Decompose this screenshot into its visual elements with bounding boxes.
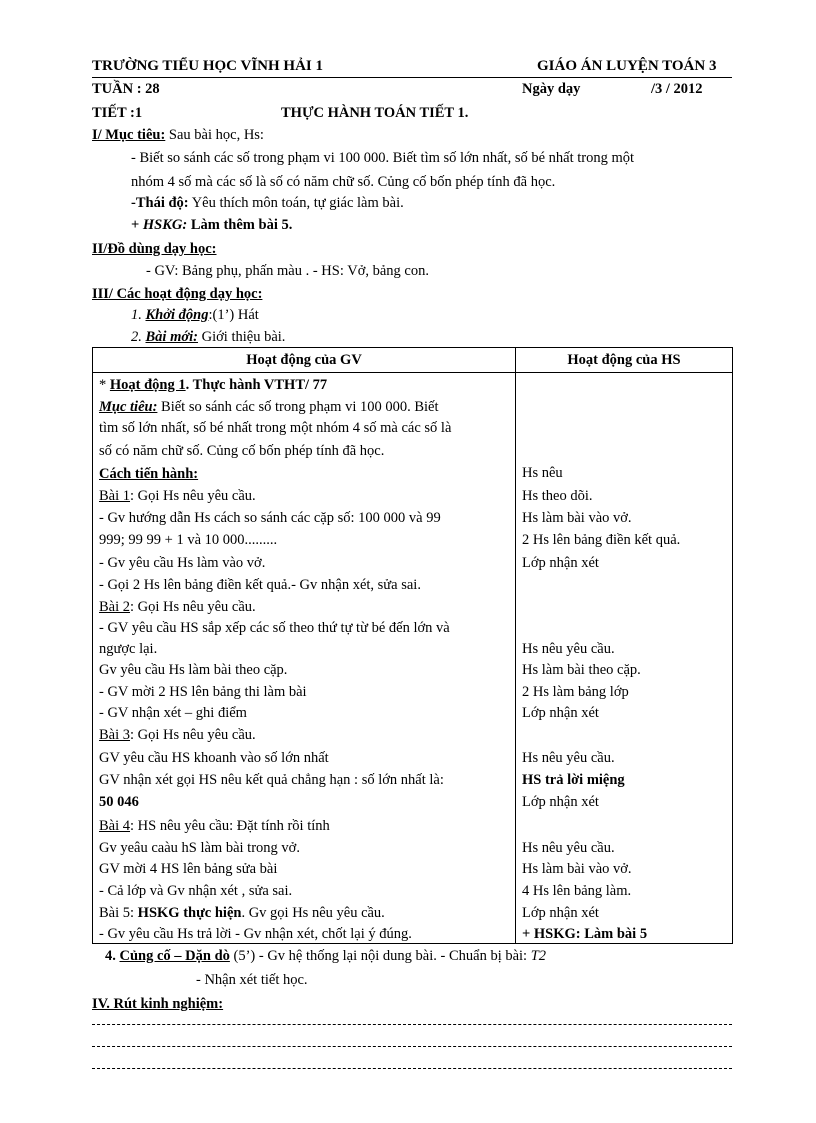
exercise-1-label: Bài 1 bbox=[99, 488, 131, 504]
exercise-5-text: . Gv gọi Hs nêu yêu cầu. bbox=[241, 905, 385, 921]
goal-text: Biết so sánh các số trong phạm vi 100 000. Biết bbox=[157, 399, 439, 415]
student-step: Hs nêu yêu cầu. bbox=[522, 840, 615, 856]
student-step: Lớp nhận xét bbox=[522, 905, 599, 921]
student-step: HS trả lời miệng bbox=[522, 772, 625, 788]
goal-line: số có năm chữ số. Củng cố bốn phép tính đã học. bbox=[99, 443, 385, 459]
goal-line: tìm số lớn nhất, số bé nhất trong một nhóm 4 số mà các số là bbox=[99, 420, 452, 436]
exercise-1-text: : Gọi Hs nêu yêu cầu. bbox=[130, 488, 256, 504]
period-label: TIẾT :1 bbox=[92, 105, 143, 121]
procedure-heading: Cách tiến hành: bbox=[99, 466, 199, 482]
notes-line bbox=[92, 1068, 732, 1069]
teacher-step: - GV nhận xét – ghi điểm bbox=[99, 705, 247, 721]
activities-heading: III/ Các hoạt động dạy học: bbox=[92, 286, 263, 302]
materials-heading: II/Đồ dùng dạy học: bbox=[92, 241, 217, 257]
consolidation-line bbox=[105, 947, 546, 965]
goal-line bbox=[99, 398, 439, 416]
teacher-step: GV nhận xét gọi HS nêu kết quả chẳng hạn : số lớn nhất là: bbox=[99, 772, 444, 788]
consolidation-number: 4. bbox=[105, 948, 120, 964]
exercise-4-text: : HS nêu yêu cầu: Đặt tính rồi tính bbox=[130, 818, 330, 834]
objective-line: nhóm 4 số mà các số là số có năm chữ số. Củng cố bốn phép tính đã học. bbox=[131, 174, 556, 190]
warmup-label: Khởi động bbox=[145, 307, 209, 323]
notes-line bbox=[92, 1024, 732, 1025]
date-label: Ngày dạy bbox=[522, 81, 581, 97]
exercise-2-text: : Gọi Hs nêu yêu cầu. bbox=[130, 599, 256, 615]
week-label: TUẦN : 28 bbox=[92, 81, 160, 97]
lesson-title: THỰC HÀNH TOÁN TIẾT 1. bbox=[281, 105, 469, 121]
student-step: 4 Hs lên bảng làm. bbox=[522, 883, 632, 899]
consolidation-label: Củng cố – Dặn dò bbox=[119, 948, 230, 964]
student-step: Hs theo dõi. bbox=[522, 488, 593, 504]
exercise-1-line bbox=[99, 487, 256, 505]
warmup-line bbox=[131, 306, 259, 324]
student-step: 2 Hs làm bảng lớp bbox=[522, 684, 629, 700]
goal-label: Mục tiêu: bbox=[99, 399, 158, 415]
objectives-intro: Sau bài học, Hs: bbox=[165, 127, 264, 143]
student-step: Lớp nhận xét bbox=[522, 555, 599, 571]
exercise-5-hskg: HSKG thực hiện bbox=[137, 905, 242, 921]
teacher-step: - GV mời 2 HS lên bảng thi làm bài bbox=[99, 684, 307, 700]
school-name: TRƯỜNG TIỂU HỌC VĨNH HẢI 1 bbox=[92, 58, 324, 74]
materials-text: - GV: Bảng phụ, phấn màu . - HS: Vở, bảng con. bbox=[146, 263, 429, 279]
teacher-step: - Gv yêu cầu Hs trả lời - Gv nhận xét, chốt lại ý đúng. bbox=[99, 926, 412, 942]
attitude-line bbox=[131, 194, 404, 212]
exercise-3-line bbox=[99, 726, 256, 744]
exercise-2-line bbox=[99, 598, 256, 616]
hskg-line bbox=[131, 216, 292, 234]
activity-1-title bbox=[99, 376, 327, 394]
new-lesson-line bbox=[131, 328, 285, 346]
warmup-number: 1. bbox=[131, 307, 146, 323]
teacher-step: 999; 99 99 + 1 và 10 000......... bbox=[99, 532, 278, 548]
next-lesson: T2 bbox=[530, 948, 547, 964]
exercise-4-label: Bài 4 bbox=[99, 818, 131, 834]
teacher-step: GV yêu cầu HS khoanh vào số lớn nhất bbox=[99, 750, 329, 766]
hskg-prefix: + bbox=[131, 217, 143, 233]
exercise-2-label: Bài 2 bbox=[99, 599, 131, 615]
attitude-text: Yêu thích môn toán, tự giác làm bài. bbox=[188, 195, 404, 211]
teacher-activities-cell bbox=[93, 373, 516, 944]
attitude-label: -Thái độ: bbox=[131, 195, 189, 211]
student-step: Hs làm bài vào vở. bbox=[522, 510, 632, 526]
teacher-step: Gv yêu cầu Hs làm bài theo cặp. bbox=[99, 662, 288, 678]
student-step: Hs làm bài theo cặp. bbox=[522, 662, 641, 678]
warmup-text: :(1’) Hát bbox=[208, 307, 259, 323]
activity-table bbox=[92, 347, 733, 944]
experience-heading: IV. Rút kinh nghiệm: bbox=[92, 996, 224, 1012]
notes-line bbox=[92, 1046, 732, 1047]
teacher-step: - Gọi 2 Hs lên bảng điền kết quả.- Gv nhận xét, sửa sai. bbox=[99, 577, 421, 593]
student-activities-cell bbox=[516, 373, 733, 944]
objectives-heading: I/ Mục tiêu: bbox=[92, 127, 166, 143]
activity-1-text: . Thực hành VTHT/ 77 bbox=[185, 377, 328, 393]
student-step: Hs làm bài vào vở. bbox=[522, 861, 632, 877]
student-step: + HSKG: Làm bài 5 bbox=[522, 926, 648, 942]
exercise-3-label: Bài 3 bbox=[99, 727, 131, 743]
student-step: 2 Hs lên bảng điền kết quả. bbox=[522, 532, 681, 548]
student-step: Hs nêu yêu cầu. bbox=[522, 641, 615, 657]
column-header-gv: Hoạt động của GV bbox=[93, 348, 516, 373]
consolidation-text: (5’) - Gv hệ thống lại nội dung bài. - Chuẩn bị bài: bbox=[229, 948, 531, 964]
teacher-step: - Gv hướng dẫn Hs cách so sánh các cặp số: 100 000 và 99 bbox=[99, 510, 441, 526]
teacher-step: - GV yêu cầu HS sắp xếp các số theo thứ tự từ bé đến lớn và bbox=[99, 620, 450, 636]
student-step: Hs nêu yêu cầu. bbox=[522, 750, 615, 766]
column-header-hs: Hoạt động của HS bbox=[516, 348, 733, 373]
hskg-label: HSKG: bbox=[142, 217, 188, 233]
answer-value: 50 046 bbox=[99, 794, 139, 810]
teacher-step: - Gv yêu cầu Hs làm vào vở. bbox=[99, 555, 266, 571]
new-lesson-label: Bài mới: bbox=[145, 329, 198, 345]
new-lesson-text: Giới thiệu bài. bbox=[198, 329, 286, 345]
header-divider bbox=[92, 77, 732, 78]
student-step: Lớp nhận xét bbox=[522, 705, 599, 721]
objectives-heading-line bbox=[92, 126, 264, 144]
activity-1-label: Hoạt động 1 bbox=[109, 377, 186, 393]
teacher-step: Gv yeâu caàu hS làm bài trong vở. bbox=[99, 840, 300, 856]
hskg-text: Làm thêm bài 5. bbox=[187, 217, 293, 233]
teacher-step: GV mời 4 HS lên bảng sửa bài bbox=[99, 861, 278, 877]
exercise-5-line bbox=[99, 904, 385, 922]
document-type: GIÁO ÁN LUYỆN TOÁN 3 bbox=[537, 58, 717, 74]
objective-line: - Biết so sánh các số trong phạm vi 100 000. Biết tìm số lớn nhất, số bé nhất trong một bbox=[131, 150, 635, 166]
activity-1-star: * bbox=[99, 377, 110, 393]
teacher-step: ngược lại. bbox=[99, 641, 158, 657]
exercise-4-line bbox=[99, 817, 330, 835]
student-step: Hs nêu bbox=[522, 465, 563, 481]
teacher-step: - Cả lớp và Gv nhận xét , sửa sai. bbox=[99, 883, 293, 899]
consolidation-line-2: - Nhận xét tiết học. bbox=[196, 972, 308, 988]
student-step: Lớp nhận xét bbox=[522, 794, 599, 810]
exercise-5-label: Bài 5: bbox=[99, 905, 138, 921]
date-value: /3 / 2012 bbox=[651, 81, 703, 97]
exercise-3-text: : Gọi Hs nêu yêu cầu. bbox=[130, 727, 256, 743]
new-lesson-number: 2. bbox=[131, 329, 146, 345]
